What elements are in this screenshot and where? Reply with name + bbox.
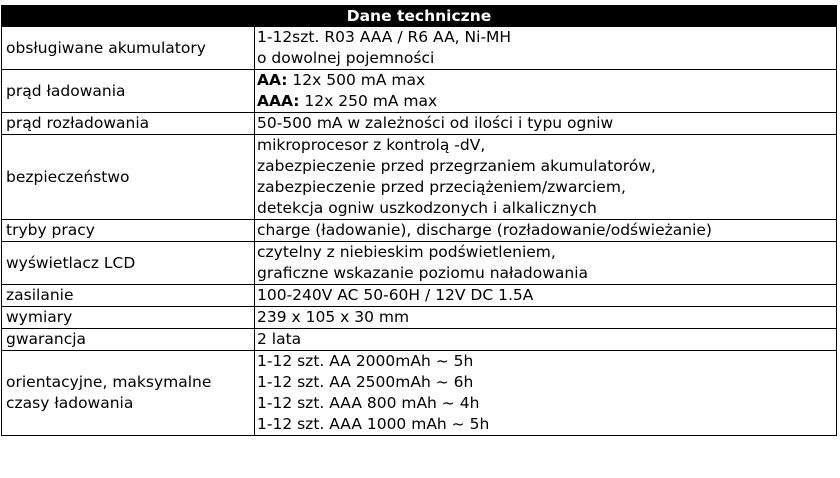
value-line: 1-12 szt. AAA 1000 mAh ~ 5h (257, 415, 490, 433)
row-label: bezpieczeństwo (2, 135, 255, 220)
row-label: wymiary (2, 307, 255, 329)
row-value (255, 135, 837, 220)
value-line: 1-12 szt. AAA 800 mAh ~ 4h (257, 394, 480, 412)
value-line: czytelny z niebieskim podświetleniem, (257, 243, 556, 261)
table-header-row (2, 6, 837, 27)
value-key: AA: (257, 71, 288, 89)
row-value (255, 242, 837, 285)
row-label: gwarancja (2, 329, 255, 351)
value-line: 1-12szt. R03 AAA / R6 AA, Ni-MH (257, 28, 512, 46)
value-line (257, 91, 832, 112)
row-label: obsługiwane akumulatory (2, 27, 255, 70)
value-text: 12x 250 mA max (299, 92, 438, 110)
value-key: AAA: (257, 92, 300, 110)
row-value (255, 70, 837, 113)
table-row (2, 307, 837, 329)
value-text: 12x 500 mA max (287, 71, 426, 89)
row-value (255, 285, 837, 307)
row-value (255, 307, 837, 329)
value-line: mikroprocesor z kontrolą -dV, (257, 136, 486, 154)
table-row (2, 70, 837, 113)
table-row (2, 329, 837, 351)
label-line: orientacyjne, maksymalne (6, 373, 212, 391)
value-line: detekcja ogniw uszkodzonych i alkalicznych (257, 199, 597, 217)
row-label: tryby pracy (2, 220, 255, 242)
value-line: zabezpieczenie przed przeciążeniem/zwarciem, (257, 178, 626, 196)
value-line: zabezpieczenie przed przegrzaniem akumulatorów, (257, 157, 656, 175)
value-line: 2 lata (257, 330, 302, 348)
row-value (255, 351, 837, 436)
table-row (2, 285, 837, 307)
value-line: 1-12 szt. AA 2500mAh ~ 6h (257, 373, 474, 391)
row-value (255, 329, 837, 351)
value-line: charge (ładowanie), discharge (rozładowanie/odświeżanie) (257, 221, 712, 239)
value-line: graficzne wskazanie poziomu naładowania (257, 264, 589, 282)
row-label: zasilanie (2, 285, 255, 307)
table-row (2, 27, 837, 70)
value-line (257, 70, 832, 91)
value-line: 239 x 105 x 30 mm (257, 308, 410, 326)
row-label: wyświetlacz LCD (2, 242, 255, 285)
value-line: 100-240V AC 50-60H / 12V DC 1.5A (257, 286, 534, 304)
spec-table (1, 5, 837, 436)
table-title: Dane techniczne (2, 6, 837, 27)
label-line: czasy ładowania (6, 394, 134, 412)
table-row (2, 242, 837, 285)
row-value (255, 27, 837, 70)
row-label: prąd rozładowania (2, 113, 255, 135)
value-line: 50-500 mA w zależności od ilości i typu ogniw (257, 114, 614, 132)
row-value (255, 113, 837, 135)
value-line: o dowolnej pojemności (257, 49, 435, 67)
row-label (2, 351, 255, 436)
row-value (255, 220, 837, 242)
row-label: prąd ładowania (2, 70, 255, 113)
table-row (2, 113, 837, 135)
table-row (2, 351, 837, 436)
table-row (2, 220, 837, 242)
table-row (2, 135, 837, 220)
value-line: 1-12 szt. AA 2000mAh ~ 5h (257, 352, 474, 370)
